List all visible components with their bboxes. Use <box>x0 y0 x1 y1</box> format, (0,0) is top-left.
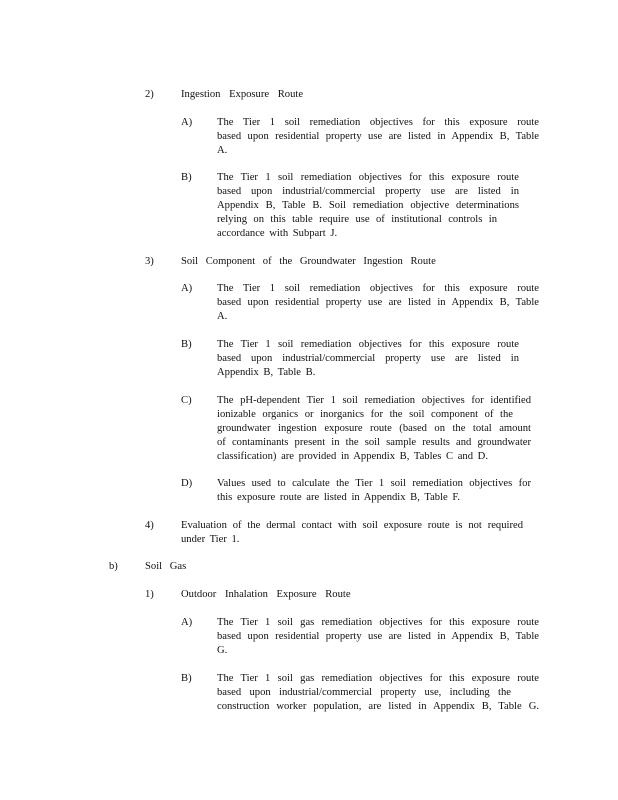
item-4-text <box>181 519 523 547</box>
item-3d-line-2: this exposure route are listed in Appendix B, Table F. <box>217 492 461 503</box>
section-b-marker: b) <box>109 561 118 572</box>
item-2a-marker: A) <box>181 117 193 128</box>
item-b1b-line-1: The Tier 1 soil gas remediation objectives for this exposure route <box>217 673 539 684</box>
item-3b-text <box>217 338 519 380</box>
item-b1b-line-3: construction worker population, are listed in Appendix B, Table G. <box>217 701 539 712</box>
item-3-heading: Soil Component of the Groundwater Ingestion Route <box>181 256 436 267</box>
item-2b-line-5: accordance with Subpart J. <box>217 228 338 239</box>
item-3b-line-2: based upon industrial/commercial property use are listed in <box>217 353 519 364</box>
item-3d-line-1: Values used to calculate the Tier 1 soil remediation objectives for <box>217 478 531 489</box>
item-b1a-line-1: The Tier 1 soil gas remediation objectives for this exposure route <box>217 617 539 628</box>
item-b1-heading: Outdoor Inhalation Exposure Route <box>181 589 351 600</box>
item-3a-line-3: A. <box>217 311 228 322</box>
item-2b-line-3: Appendix B, Table B. Soil remediation objective determinations <box>217 200 519 211</box>
item-b1a-line-3: G. <box>217 645 228 656</box>
item-3c-line-4: of contaminants present in the soil sample results and groundwater <box>217 437 531 448</box>
item-3d-marker: D) <box>181 478 193 489</box>
item-b1-marker: 1) <box>145 589 154 600</box>
item-3a-line-2: based upon residential property use are listed in Appendix B, Table <box>217 297 539 308</box>
item-b1b-text <box>217 672 539 714</box>
item-4-line-1: Evaluation of the dermal contact with soil exposure route is not required <box>181 520 523 531</box>
item-3b-marker: B) <box>181 339 192 350</box>
item-4-marker: 4) <box>145 520 154 531</box>
item-3c-line-3: groundwater ingestion exposure route (based on the total amount <box>217 423 531 434</box>
item-2-marker: 2) <box>145 89 154 100</box>
item-3-marker: 3) <box>145 256 154 267</box>
item-3a-text <box>217 282 539 324</box>
item-3b-line-1: The Tier 1 soil remediation objectives for this exposure route <box>217 339 519 350</box>
item-b1a-line-2: based upon residential property use are listed in Appendix B, Table <box>217 631 539 642</box>
item-3b-line-3: Appendix B, Table B. <box>217 367 316 378</box>
item-3d-text <box>217 477 531 505</box>
item-b1a-text <box>217 616 539 658</box>
item-2a-line-3: A. <box>217 145 228 156</box>
item-2b-line-2: based upon industrial/commercial property use are listed in <box>217 186 519 197</box>
item-2b-line-4: relying on this table require use of institutional controls in <box>217 214 497 225</box>
item-3c-marker: C) <box>181 395 192 406</box>
item-2a-line-1: The Tier 1 soil remediation objectives for this exposure route <box>217 117 539 128</box>
item-2-heading: Ingestion Exposure Route <box>181 89 304 100</box>
item-3c-text <box>217 394 531 464</box>
item-3a-marker: A) <box>181 283 193 294</box>
item-2b-line-1: The Tier 1 soil remediation objectives for this exposure route <box>217 172 519 183</box>
item-3c-line-1: The pH-dependent Tier 1 soil remediation objectives for identified <box>217 395 531 406</box>
section-b-heading: Soil Gas <box>145 561 187 572</box>
item-2a-line-2: based upon residential property use are listed in Appendix B, Table <box>217 131 539 142</box>
item-4-line-2: under Tier 1. <box>181 534 240 545</box>
item-2a-text <box>217 116 539 158</box>
item-2b-marker: B) <box>181 172 192 183</box>
item-3a-line-1: The Tier 1 soil remediation objectives for this exposure route <box>217 283 539 294</box>
item-2b-text <box>217 171 519 241</box>
item-b1b-line-2: based upon industrial/commercial property use, including the <box>217 687 511 698</box>
item-b1b-marker: B) <box>181 673 192 684</box>
item-b1a-marker: A) <box>181 617 193 628</box>
item-3c-line-2: ionizable organics or inorganics for the soil component of the <box>217 409 513 420</box>
item-3c-line-5: classification) are provided in Appendix B, Tables C and D. <box>217 451 488 462</box>
